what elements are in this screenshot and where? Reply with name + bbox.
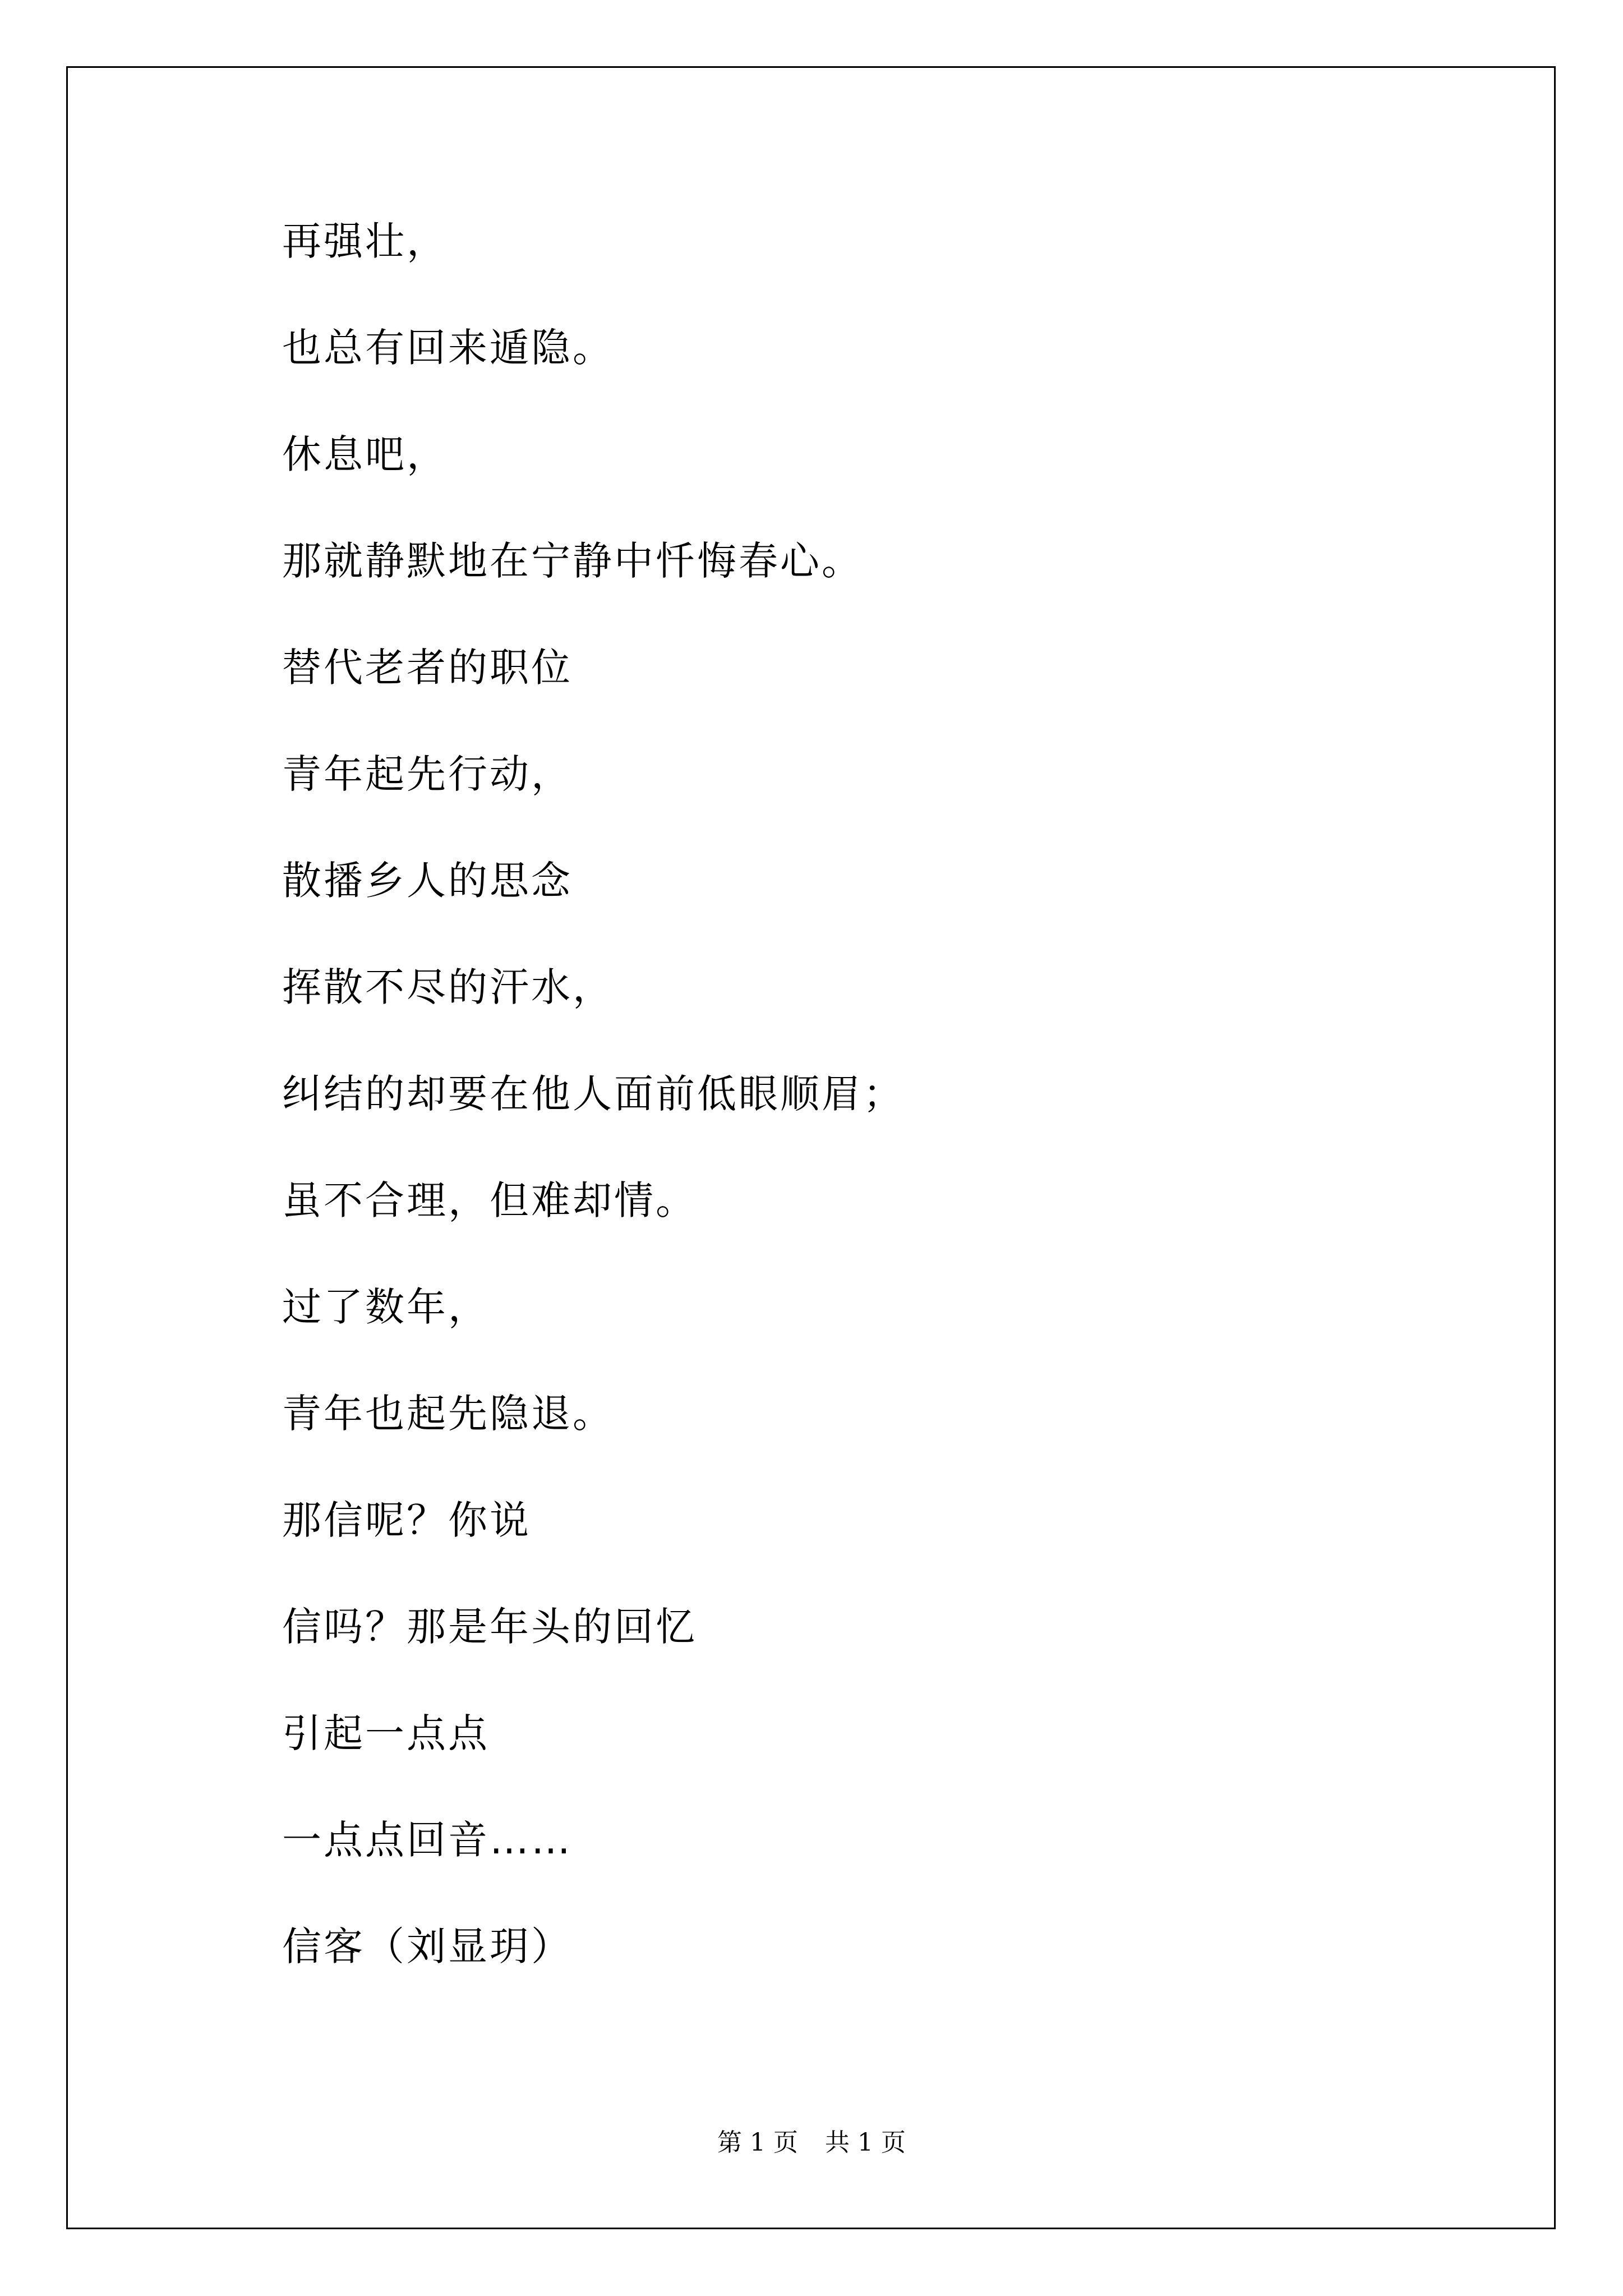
poem-line: 过了数年， (282, 1284, 490, 1330)
poem-line: 替代老者的职位 (282, 645, 573, 691)
page-number-current: 第 1 页 (717, 2128, 798, 2157)
poem-line: 散播乡人的思念 (282, 858, 573, 904)
poem-line: 青年起先行动， (282, 751, 573, 797)
poem-line: 挥散不尽的汗水， (282, 964, 614, 1010)
poem-line: 虽不合理，但难却情。 (282, 1177, 697, 1223)
page-number-total: 共 1 页 (825, 2128, 906, 2157)
poem-line-title-author: 信客（刘显玥） (282, 1924, 573, 1970)
poem-line: 一点点回音…… (282, 1817, 573, 1863)
poem-line: 引起一点点 (282, 1710, 490, 1756)
poem-body (282, 218, 905, 2033)
poem-line: 青年也起先隐退。 (282, 1391, 614, 1437)
poem-line: 那信呢？你说 (282, 1497, 531, 1543)
poem-line: 再强壮， (282, 218, 448, 264)
page-footer (0, 2129, 1623, 2157)
poem-line: 纠结的却要在他人面前低眼顺眉； (282, 1071, 905, 1117)
poem-line: 也总有回来遁隐。 (282, 325, 614, 371)
poem-line: 休息吧， (282, 431, 448, 477)
poem-line: 信吗？那是年头的回忆 (282, 1604, 697, 1650)
poem-line: 那就静默地在宁静中忏悔春心。 (282, 538, 863, 584)
